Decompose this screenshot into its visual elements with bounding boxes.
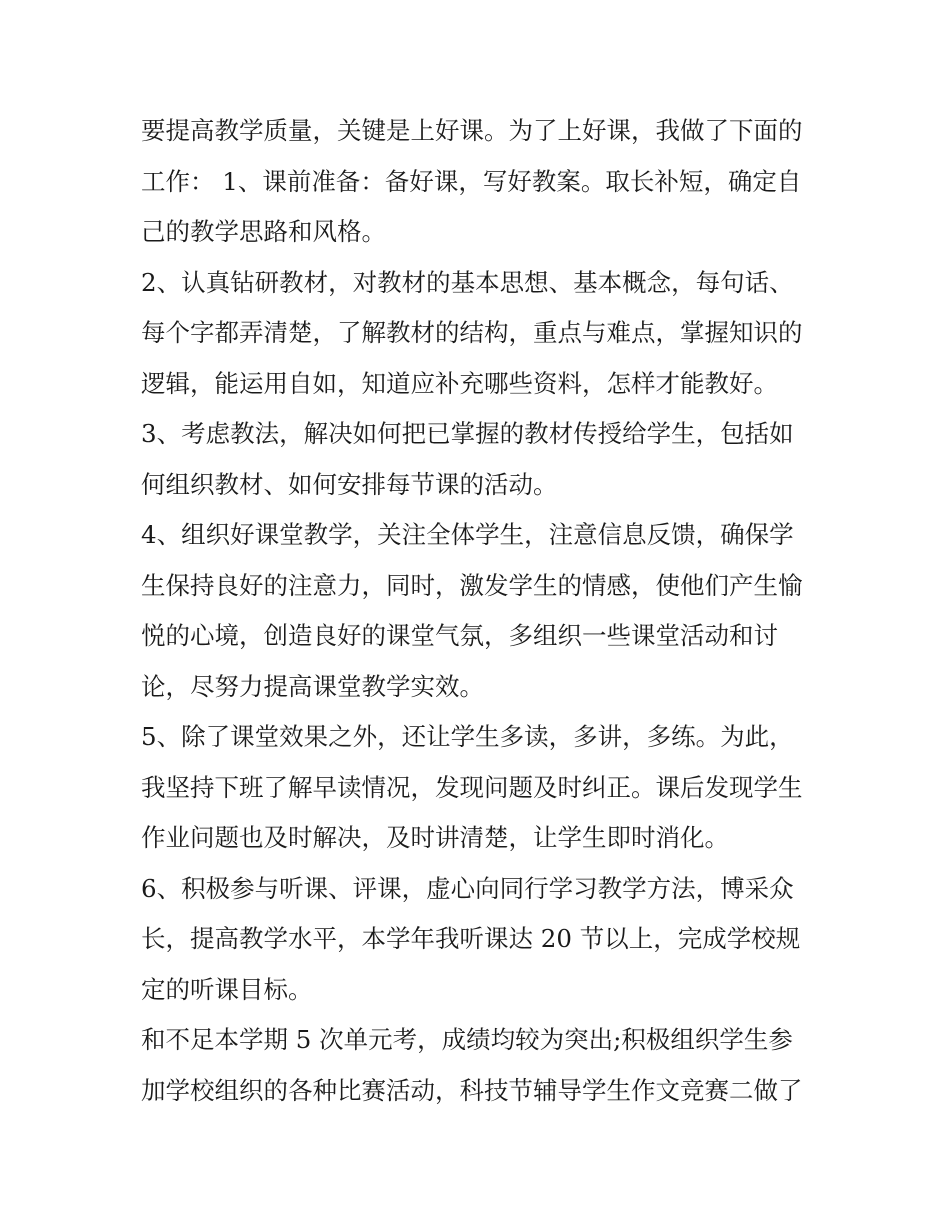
text-line: 论，尽努力提高课堂教学实效。 xyxy=(141,671,484,701)
text-line: 何组织教材、如何安排每节课的活动。 xyxy=(141,469,558,499)
text-line: 生保持良好的注意力，同时，激发学生的情感，使他们产生愉 xyxy=(141,570,803,600)
text-line: 4、组织好课堂教学，关注全体学生，注意信息反馈，确保学 xyxy=(141,520,794,549)
text-line: 己的教学思路和风格。 xyxy=(141,217,386,246)
text-line: 和不足本学期 5 次单元考，成绩均较为突出;积极组织学生参 xyxy=(141,1025,793,1054)
text-line: 作业问题也及时解决，及时讲清楚，让学生即时消化。 xyxy=(141,823,729,852)
text-line: 工作： 1、课前准备：备好课，写好教案。取长补短，确定自 xyxy=(141,166,802,196)
text-line: 定的听课目标。 xyxy=(141,974,313,1004)
text-line: 长，提高教学水平，本学年我听课达 20 节以上，完成学校规 xyxy=(141,924,801,953)
text-line: 悦的心境，创造良好的课堂气氛，多组织一些课堂活动和讨 xyxy=(141,621,778,650)
text-line: 每个字都弄清楚，了解教材的结构，重点与难点，掌握知识的 xyxy=(141,318,803,347)
document-body xyxy=(141,106,821,1116)
text-line: 6、积极参与听课、评课，虚心向同行学习教学方法，博采众 xyxy=(141,873,794,903)
text-line: 我坚持下班了解早读情况，发现问题及时纠正。课后发现学生 xyxy=(141,772,803,802)
text-line: 5、除了课堂效果之外，还让学生多读，多讲，多练。为此， xyxy=(141,722,794,751)
text-line: 3、考虑教法，解决如何把已掌握的教材传授给学生，包括如 xyxy=(141,419,794,448)
text-line: 加学校组织的各种比赛活动，科技节辅导学生作文竞赛二做了 xyxy=(141,1075,803,1105)
text-line: 要提高教学质量，关键是上好课。为了上好课，我做了下面的 xyxy=(141,116,803,145)
text-line: 逻辑，能运用自如，知道应补充哪些资料，怎样才能教好。 xyxy=(141,368,778,398)
text-line: 2、认真钻研教材，对教材的基本思想、基本概念，每句话、 xyxy=(141,267,794,297)
